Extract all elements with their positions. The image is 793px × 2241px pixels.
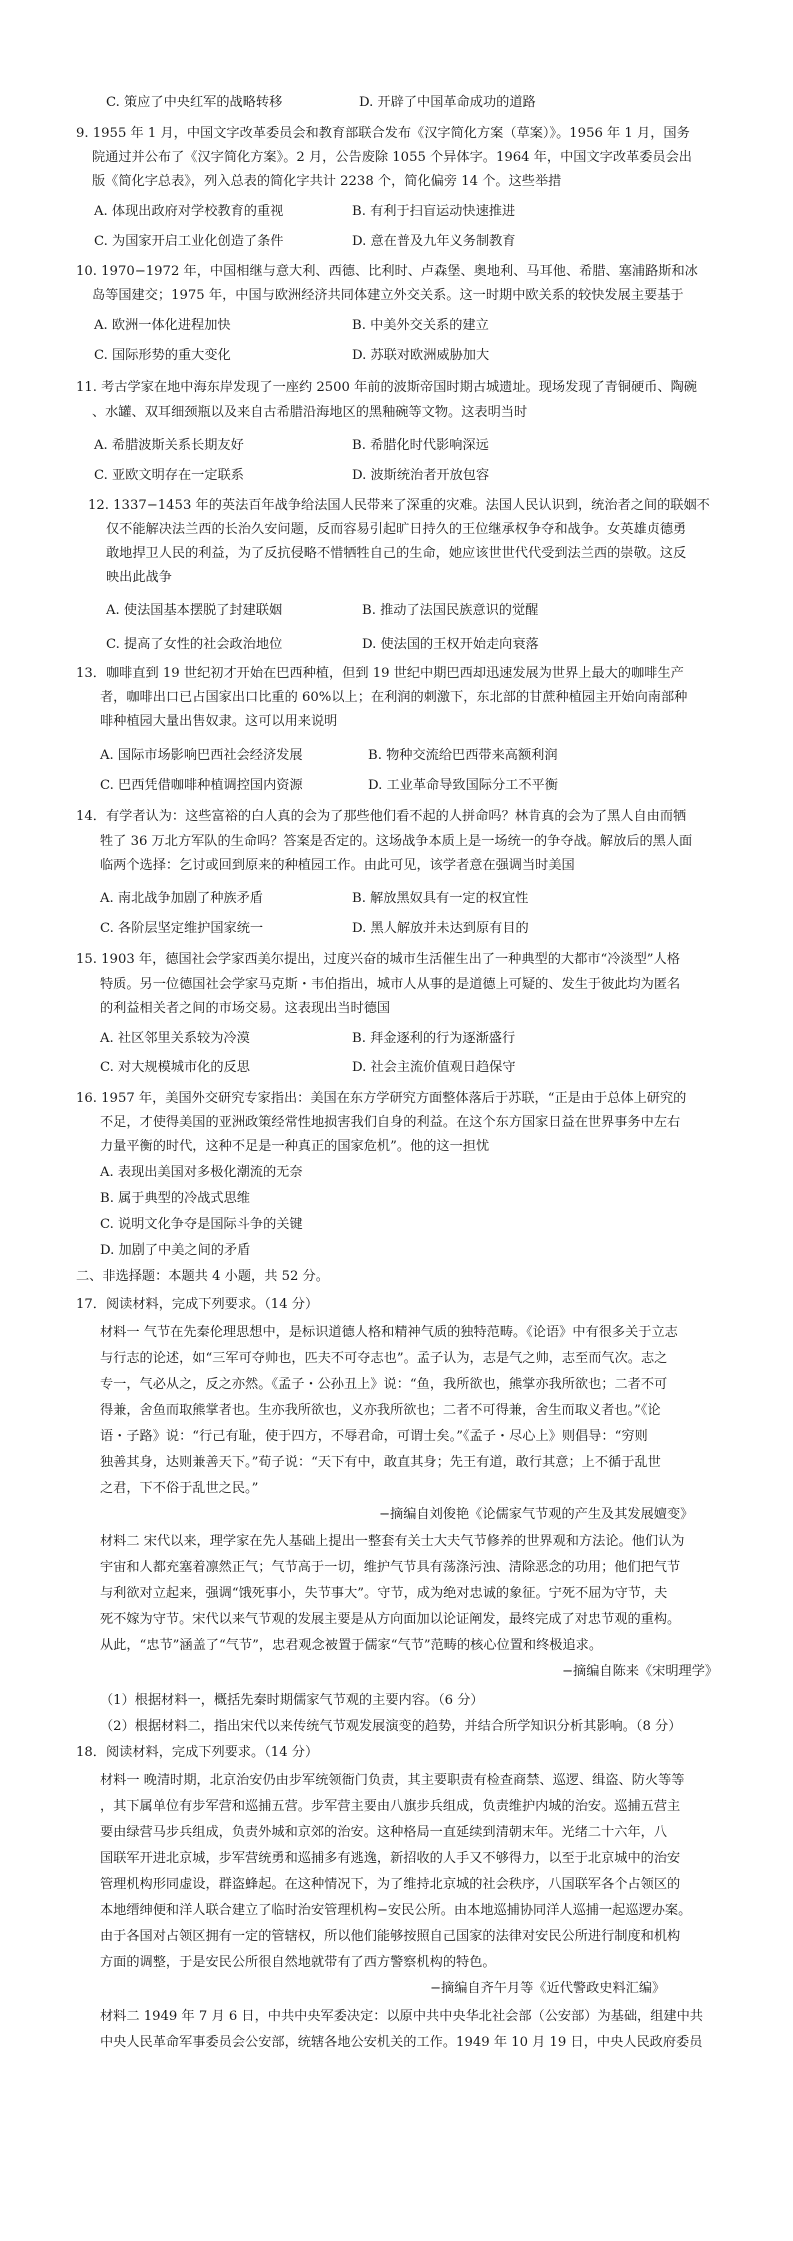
question-17: 17．阅读材料，完成下列要求。（14 分）: [76, 1297, 319, 1312]
text-line: 啡种植园大量出售奴隶。这可以用来说明: [100, 714, 338, 729]
option-b: B. 希腊化时代影响深远: [352, 438, 489, 453]
section-heading: 二、非选择题：本题共 4 小题，共 52 分。: [76, 1269, 329, 1284]
material-text: 材料二 1949 年 7 月 6 日，中共中央军委决定：以原中共中央华北社会部（公安部）为基础，组建中共: [100, 2009, 703, 2024]
text-line: 的利益相关者之间的市场交易。这表现出当时德国: [100, 1001, 391, 1016]
option-a: A. 体现出政府对学校教育的重视: [94, 204, 284, 219]
option-b: B. 解放黑奴具有一定的权宜性: [352, 891, 529, 906]
text-line: 者，咖啡出口已占国家出口比重的 60%以上；在利润的刺激下，东北部的甘蔗种植园主开始向南部种: [100, 690, 688, 705]
question-15: 15. 1903 年，德国社会学家西美尔提出，过度兴奋的城市生活催生出了一种典型的大都市“冷淡型”人格: [76, 952, 680, 967]
material-text: 由于各国对占领区拥有一定的管辖权，所以他们能够按照自己国家的法律对安民公所进行制度和机构: [100, 1929, 681, 1944]
question-10: 10. 1970−1972 年，中国相继与意大利、西德、比利时、卢森堡、奥地利、马耳他、希腊、塞浦路斯和冰: [76, 264, 698, 279]
sub-question: （2）根据材料二，指出宋代以来传统气节观发展演变的趋势，并结合所学知识分析其影响。（8 分）: [100, 1719, 682, 1734]
text-line: 院通过并公布了《汉字简化方案》。2 月，公告废除 1055 个异体字。1964 年，中国文字改革委员会出: [92, 150, 692, 165]
text-line: 版《简化字总表》，列入总表的简化字共计 2238 个，简化偏旁 14 个。这些举措: [92, 174, 562, 189]
material-text: 国联军开进北京城，步军营统勇和巡捕多有逃逸，新招收的人手又不够得力，以至于北京城中的治安: [100, 1851, 681, 1866]
option-d: D. 社会主流价值观日趋保守: [352, 1060, 516, 1075]
material-text: 专一，气必从之，反之亦然。《孟子・公孙丑上》说：“鱼，我所欲也，熊掌亦我所欲也；二者不可: [100, 1377, 668, 1392]
option-c: C. 对大规模城市化的反思: [100, 1060, 250, 1075]
source-citation: −摘编自陈来《宋明理学》: [562, 1664, 719, 1679]
material-text: 从此，“忠节”涵盖了“气节”，忠君观念被置于儒家“气节”范畴的核心位置和终极追求。: [100, 1638, 603, 1653]
option-c: C. 说明文化争夺是国际斗争的关键: [100, 1217, 303, 1232]
text-line: 不足，才使得美国的亚洲政策经常性地损害我们自身的利益。在这个东方国家日益在世界事务中左右: [100, 1115, 681, 1130]
option-d: D. 苏联对欧洲威胁加大: [352, 348, 490, 363]
option-d: D. 使法国的王权开始走向衰落: [362, 637, 539, 652]
option-b: B. 中美外交关系的建立: [352, 318, 489, 333]
option-a: A. 表现出美国对多极化潮流的无奈: [100, 1165, 303, 1180]
option-c: C. 各阶层坚定维护国家统一: [100, 921, 264, 936]
option-c: C. 巴西凭借咖啡种植调控国内资源: [100, 778, 303, 793]
sub-question: （1）根据材料一，概括先秦时期儒家气节观的主要内容。（6 分）: [100, 1693, 484, 1708]
text-line: 岛等国建交；1975 年，中国与欧洲经济共同体建立外交关系。这一时期中欧关系的较快发展主要基于: [92, 288, 684, 303]
material-text: 材料一 气节在先秦伦理思想中，是标识道德人格和精神气质的独特范畴。《论语》中有很多关于立志: [100, 1325, 678, 1340]
material-text: 之君，下不俗于乱世之民。”: [100, 1481, 259, 1496]
option-d: D. 工业革命导致国际分工不平衡: [368, 778, 558, 793]
question-14: 14．有学者认为：这些富裕的白人真的会为了那些他们看不起的人拼命吗？林肯真的会为了黑人自由而牺: [76, 809, 687, 824]
option-d: D. 意在普及九年义务制教育: [352, 234, 516, 249]
question-9: 9. 1955 年 1 月，中国文字改革委员会和教育部联合发布《汉字简化方案（草案）》。1956 年 1 月，国务: [76, 126, 690, 141]
material-text: 方面的调整，于是安民公所很自然地就带有了西方警察机构的特色。: [100, 1955, 496, 1970]
option-b: B. 推动了法国民族意识的觉醒: [362, 603, 539, 618]
option-a: A. 欧洲一体化进程加快: [94, 318, 231, 333]
option-c: C. 提高了女性的社会政治地位: [106, 637, 283, 652]
material-text: 材料一 晚清时期，北京治安仍由步军统领衙门负责，其主要职责有检查商禁、巡逻、缉盗、防火等等: [100, 1773, 685, 1788]
option-a: A. 社区邻里关系较为冷漠: [100, 1031, 250, 1046]
option-d: D. 开辟了中国革命成功的道路: [359, 95, 536, 110]
question-16: 16. 1957 年，美国外交研究专家指出：美国在东方学研究方面整体落后于苏联，“正是由于总体上研究的: [76, 1091, 687, 1106]
material-text: 管理机构形同虚设，群盗蜂起。在这种情况下，为了维持北京城的社会秩序，八国联军各个占领区的: [100, 1877, 681, 1892]
option-a: A. 国际市场影响巴西社会经济发展: [100, 748, 303, 763]
material-text: 与利欲对立起来，强调“饿死事小，失节事大”。守节，成为绝对忠诚的象征。宁死不屈为守节，夫: [100, 1586, 668, 1601]
option-c: C. 亚欧文明存在一定联系: [94, 468, 244, 483]
option-b: B. 拜金逐利的行为逐渐盛行: [352, 1031, 516, 1046]
material-text: 中央人民革命军事委员会公安部，统辖各地公安机关的工作。1949 年 10 月 19 日，中央人民政府委员: [100, 2035, 703, 2050]
material-text: 语・子路》说：“行己有耻，使于四方，不辱君命，可谓士矣。”《孟子・尽心上》则倡导：“穷则: [100, 1429, 648, 1444]
text-line: C. 策应了中央红军的战略转移: [106, 95, 283, 110]
option-d: D. 波斯统治者开放包容: [352, 468, 490, 483]
material-text: 独善其身，达则兼善天下。”荀子说：“天下有中，敢直其身；先王有道，敢行其意；上不循于乱世: [100, 1455, 661, 1470]
text-line: 临两个选择：乞讨或回到原来的种植园工作。由此可见，该学者意在强调当时美国: [100, 858, 575, 873]
option-b: B. 属于典型的冷战式思维: [100, 1191, 250, 1206]
material-text: 要由绿营马步兵组成，负责外城和京郊的治安。这种格局一直延续到清朝末年。光绪二十六年，八: [100, 1825, 668, 1840]
source-citation: −摘编自刘俊艳《论儒家气节观的产生及其发展嬗变》: [379, 1507, 694, 1522]
option-a: A. 希腊波斯关系长期友好: [94, 438, 244, 453]
option-b: B. 物种交流给巴西带来高额利润: [368, 748, 558, 763]
material-text: 与行志的论述，如“三军可夺帅也，匹夫不可夺志也”。孟子认为，志是气之帅，志至而气次。志之: [100, 1351, 668, 1366]
text-line: 、水罐、双耳细颈瓶以及来自古希腊沿海地区的黑釉碗等文物。这表明当时: [92, 405, 528, 420]
option-b: B. 有利于扫盲运动快速推进: [352, 204, 516, 219]
question-18: 18．阅读材料，完成下列要求。（14 分）: [76, 1745, 319, 1760]
text-line: 特质。另一位德国社会学家马克斯・韦伯指出，城市人从事的是道德上可疑的、发生于彼此均为匿名: [100, 977, 681, 992]
option-a: A. 使法国基本摆脱了封建联姻: [106, 603, 283, 618]
material-text: 得兼，舍鱼而取熊掌者也。生亦我所欲也，义亦我所欲也；二者不可得兼，舍生而取义者也。”《论: [100, 1403, 661, 1418]
text-line: 力量平衡的时代，这种不足是一种真正的国家危机”。他的这一担忧: [100, 1139, 490, 1154]
text-line: 敢地捍卫人民的利益，为了反抗侵略不惜牺牲自己的生命，她应该世世代代受到法兰西的崇敬。这反: [106, 546, 687, 561]
material-text: ，其下属单位有步军营和巡捕五营。步军营主要由八旗步兵组成，负责维护内城的治安。巡捕五营主: [100, 1799, 681, 1814]
option-c: C. 国际形势的重大变化: [94, 348, 231, 363]
text-line: 牲了 36 万北方军队的生命吗？答案是否定的。这场战争本质上是一场统一的争夺战。解放后的黑人面: [100, 834, 693, 849]
material-text: 材料二 宋代以来，理学家在先人基础上提出一整套有关士大夫气节修养的世界观和方法论。他们认为: [100, 1534, 685, 1549]
option-a: A. 南北战争加剧了种族矛盾: [100, 891, 263, 906]
text-line: 仅不能解决法兰西的长治久安问题，反而容易引起旷日持久的王位继承权争夺和战争。女英雄贞德勇: [106, 522, 687, 537]
option-d: D. 黑人解放并未达到原有目的: [352, 921, 529, 936]
option-d: D. 加剧了中美之间的矛盾: [100, 1243, 251, 1258]
question-13: 13．咖啡直到 19 世纪初才开始在巴西种植，但到 19 世纪中期巴西却迅速发展为世界上最大的咖啡生产: [76, 666, 684, 681]
source-citation: −摘编自齐午月等《近代警政史料汇编》: [430, 1981, 666, 1996]
option-c: C. 为国家开启工业化创造了条件: [94, 234, 284, 249]
material-text: 宇宙和人都充塞着凛然正气；气节高于一切，维护气节具有荡涤污浊、清除恶念的功用；他们把气节: [100, 1560, 681, 1575]
material-text: 本地缙绅便和洋人联合建立了临时治安管理机构−安民公所。由本地巡捕协同洋人巡捕一起巡逻办案。: [100, 1903, 692, 1918]
material-text: 死不嫁为守节。宋代以来气节观的发展主要是从方向面加以论证阐发，最终完成了对忠节观的重构。: [100, 1612, 681, 1627]
text-line: 映出此战争: [106, 570, 172, 585]
question-11: 11. 考古学家在地中海东岸发现了一座约 2500 年前的波斯帝国时期古城遗址。现场发现了青铜硬币、陶碗: [76, 380, 697, 395]
question-12: 12. 1337−1453 年的英法百年战争给法国人民带来了深重的灾难。法国人民认识到，统治者之间的联姻不: [88, 498, 710, 513]
